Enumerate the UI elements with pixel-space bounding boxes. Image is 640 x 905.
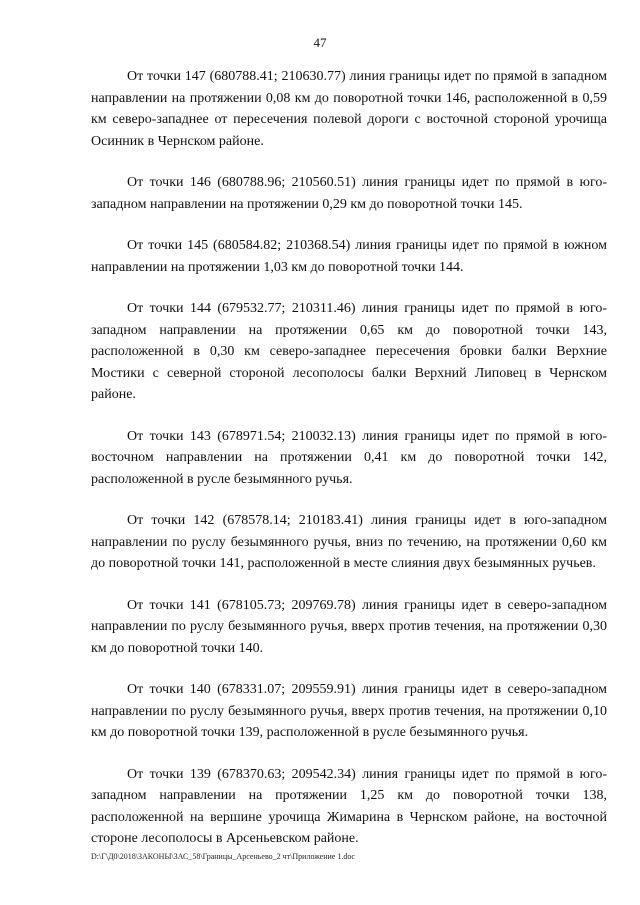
paragraph-point-143: От точки 143 (678971.54; 210032.13) линия границы идет по прямой в юго-восточном направлении на протяжении 0,41 км до поворотной точки 142, расположенной в русле безымянного ручья. [91,428,607,487]
paragraph-point-145: От точки 145 (680584.82; 210368.54) линия границы идет по прямой в южном направлении на протяжении 1,03 км до поворотной точки 144. [91,238,607,275]
document-body [91,66,607,850]
footer-file-path: D:\Г\Д0\2018\ЗАКОНЫ\ЗАС_58\Границы_Арсеньево_2 чт\Приложение 1.doc [91,852,355,861]
paragraph-point-141: От точки 141 (678105.73; 209769.78) линия границы идет в северо-западном направлении по руслу безымянного ручья, вверх против течения, на протяжении 0,30 км до поворотной точки 140. [91,597,607,656]
paragraph-point-139: От точки 139 (678370.63; 209542.34) линия границы идет по прямой в юго-западном направлении на протяжении 1,25 км до поворотной точки 138, расположенной на вершине урочища Жимарина в Чернском районе, на восточной стороне лесополосы в Арсеньевском районе. [91,766,607,846]
paragraph-point-144: От точки 144 (679532.77; 210311.46) линия границы идет по прямой в юго-западном направлении на протяжении 0,65 км до поворотной точки 143, расположенной в 0,30 км северо-западнее пересечения бровки балки Верхние Мостики с северной стороной лесополосы балки Верхний Липовец в Чернском районе. [91,301,607,402]
paragraph-point-142: От точки 142 (678578.14; 210183.41) линия границы идет в юго-западном направлении по руслу безымянного ручья, вниз по течению, на протяжении 0,60 км до поворотной точки 141, расположенной в месте слияния двух безымянных ручьев. [91,513,607,571]
paragraph-point-146: От точки 146 (680788.96; 210560.51) линия границы идет по прямой в юго-западном направлении на протяжении 0,29 км до поворотной точки 145. [91,175,607,212]
page-number: 47 [313,35,327,50]
paragraph-point-140: От точки 140 (678331.07; 209559.91) линия границы идет в северо-западном направлении по руслу безымянного ручья, вверх против течения, на протяжении 0,10 км до поворотной точки 139, расположенной в русле безымянного ручья. [91,682,607,740]
paragraph-point-147: От точки 147 (680788.41; 210630.77) линия границы идет по прямой в западном направлении на протяжении 0,08 км до поворотной точки 146, расположенной в 0,59 км северо-западнее от пересечения полевой дороги с восточной стороной урочища Осинник в Чернском районе. [91,69,607,149]
